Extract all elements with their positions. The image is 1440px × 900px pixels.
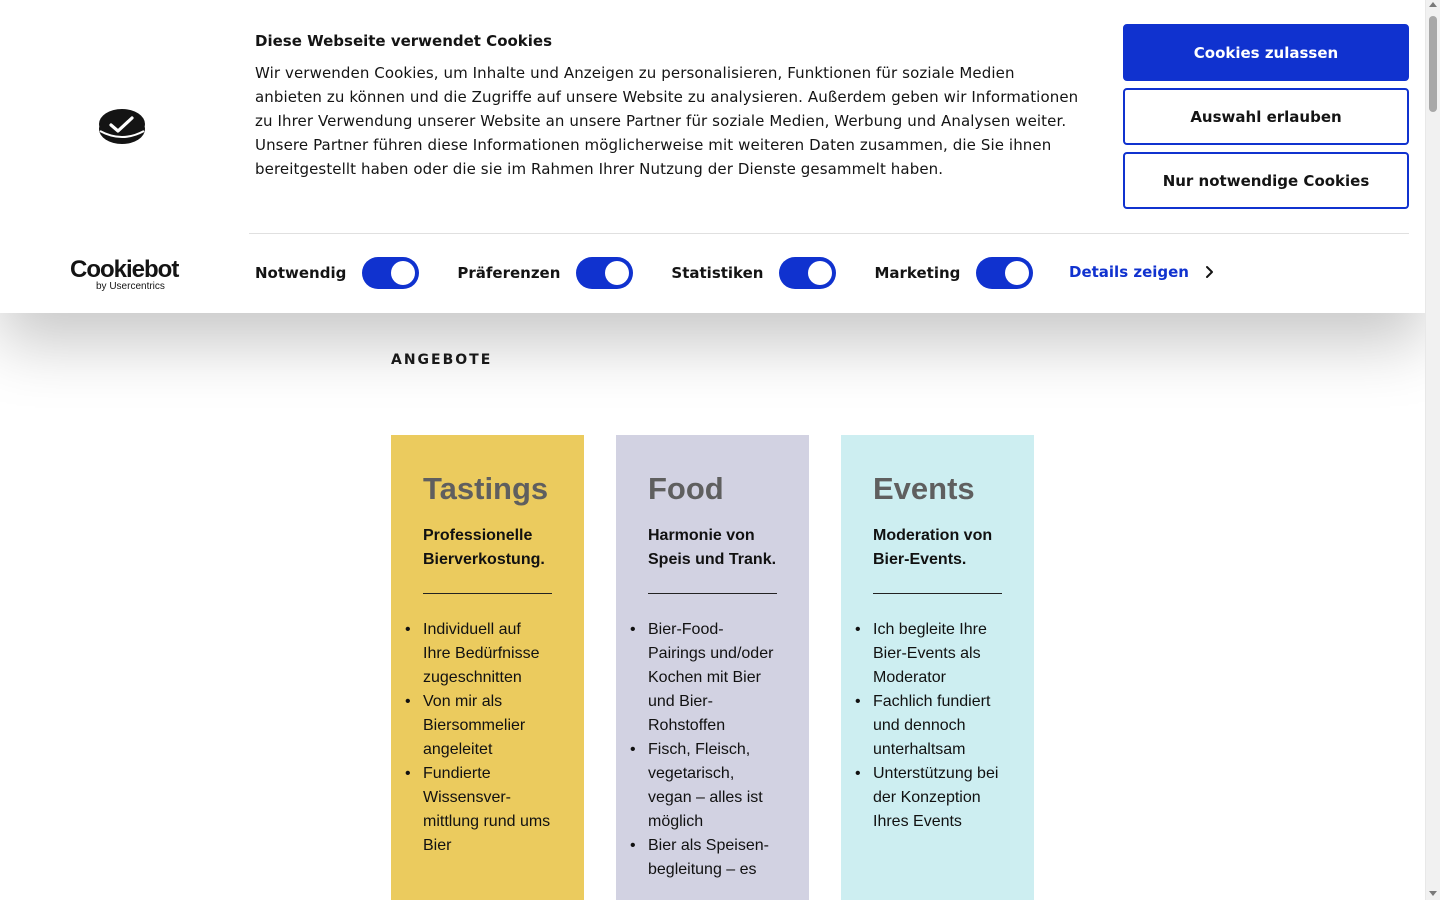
card-list — [405, 618, 552, 858]
toggle-label: Notwendig — [255, 264, 347, 282]
toggle-label: Statistiken — [671, 264, 764, 282]
toggle-label: Präferenzen — [457, 264, 561, 282]
scroll-up-icon[interactable] — [1429, 2, 1437, 7]
toggle-preferences[interactable] — [576, 257, 633, 289]
bullet-icon: • — [855, 621, 861, 638]
list-item: • Unterstützung bei der Konzeption Ihres Events — [873, 762, 1002, 834]
brand-name: Cookiebot — [70, 256, 179, 283]
bullet-icon: • — [405, 693, 411, 710]
card-title: Events — [873, 471, 975, 506]
toggle-marketing[interactable] — [976, 257, 1033, 289]
list-item: • Bier-Food-Pairings und/oder Kochen mit Bier und Bier-Rohstoffen — [648, 618, 777, 738]
consent-toggles — [255, 257, 1033, 289]
brand-sub: by Usercentrics — [96, 281, 165, 292]
scroll-thumb[interactable] — [1429, 16, 1437, 112]
card-subtitle: Professionelle Bierverkostung. — [423, 524, 552, 594]
offer-cards — [391, 435, 1034, 900]
banner-title: Diese Webseite verwendet Cookies — [255, 32, 553, 50]
cookiebot-logo-icon — [98, 107, 146, 145]
card-food — [616, 435, 809, 900]
chevron-right-icon — [1203, 265, 1215, 279]
list-item: • Fisch, Fleisch, vegetarisch, vegan – alles ist möglich — [648, 738, 777, 834]
bullet-icon: • — [855, 765, 861, 782]
banner-description: Wir verwenden Cookies, um Inhalte und Anzeigen zu personalisieren, Funktionen für soziale Medien anbieten zu können und die Zugriffe auf unsere Website zu analysieren. Außerdem geben wir Informationen zu Ihrer Verwendung unserer Website an unsere Partner für soziale Medien, Werbung und Analysen weiter. Unsere Partner führen diese Informationen möglicherweise mit weiteren Daten zusammen, die Sie ihnen bereitgestellt haben oder die sie im Rahmen Ihrer Nutzung der Dienste gesammelt haben. — [255, 64, 1079, 178]
toggle-statistics[interactable] — [779, 257, 836, 289]
allow-selection-button[interactable]: Auswahl erlauben — [1123, 88, 1409, 145]
list-item: • Fachlich fundiert und dennoch unterhaltsam — [873, 690, 1002, 762]
list-item: • Fundierte Wissensver-mittlung rund ums Bier — [423, 762, 552, 858]
toggle-knob — [605, 261, 629, 285]
toggle-knob — [391, 261, 415, 285]
cookie-banner — [0, 0, 1425, 313]
scrollbar[interactable] — [1425, 0, 1440, 900]
cookiebot-brand[interactable] — [70, 258, 178, 292]
scroll-down-icon[interactable] — [1429, 891, 1437, 896]
bullet-icon: • — [630, 741, 636, 758]
card-tastings — [391, 435, 584, 900]
allow-all-cookies-button[interactable]: Cookies zulassen — [1123, 24, 1409, 81]
details-link[interactable] — [1069, 263, 1215, 281]
list-item: • Ich begleite Ihre Bier-Events als Moderator — [873, 618, 1002, 690]
bullet-icon: • — [855, 693, 861, 710]
toggle-knob — [1005, 261, 1029, 285]
toggle-group-necessary — [255, 257, 419, 289]
details-label: Details zeigen — [1069, 263, 1189, 281]
bullet-icon: • — [630, 837, 636, 854]
card-subtitle: Harmonie von Speis und Trank. — [648, 524, 777, 594]
list-item: • Individuell auf Ihre Bedürfnisse zugeschnitten — [423, 618, 552, 690]
section-heading: ANGEBOTE — [391, 352, 493, 368]
necessary-only-button[interactable]: Nur notwendige Cookies — [1123, 152, 1409, 209]
toggle-necessary[interactable] — [362, 257, 419, 289]
toggle-knob — [808, 261, 832, 285]
divider — [249, 233, 1409, 234]
list-item: • Bier als Speisen-begleitung – es — [648, 834, 777, 882]
toggle-group-preferences — [457, 257, 633, 289]
bullet-icon: • — [630, 621, 636, 638]
card-title: Tastings — [423, 471, 549, 506]
bullet-icon: • — [405, 765, 411, 782]
card-title: Food — [648, 471, 724, 506]
card-list — [855, 618, 1002, 834]
bullet-icon: • — [405, 621, 411, 638]
card-list — [630, 618, 777, 882]
card-events — [841, 435, 1034, 900]
toggle-group-statistics — [671, 257, 836, 289]
toggle-group-marketing — [874, 257, 1033, 289]
card-subtitle: Moderation von Bier-Events. — [873, 524, 1002, 594]
list-item: • Von mir als Biersommelier angeleitet — [423, 690, 552, 762]
toggle-label: Marketing — [874, 264, 961, 282]
